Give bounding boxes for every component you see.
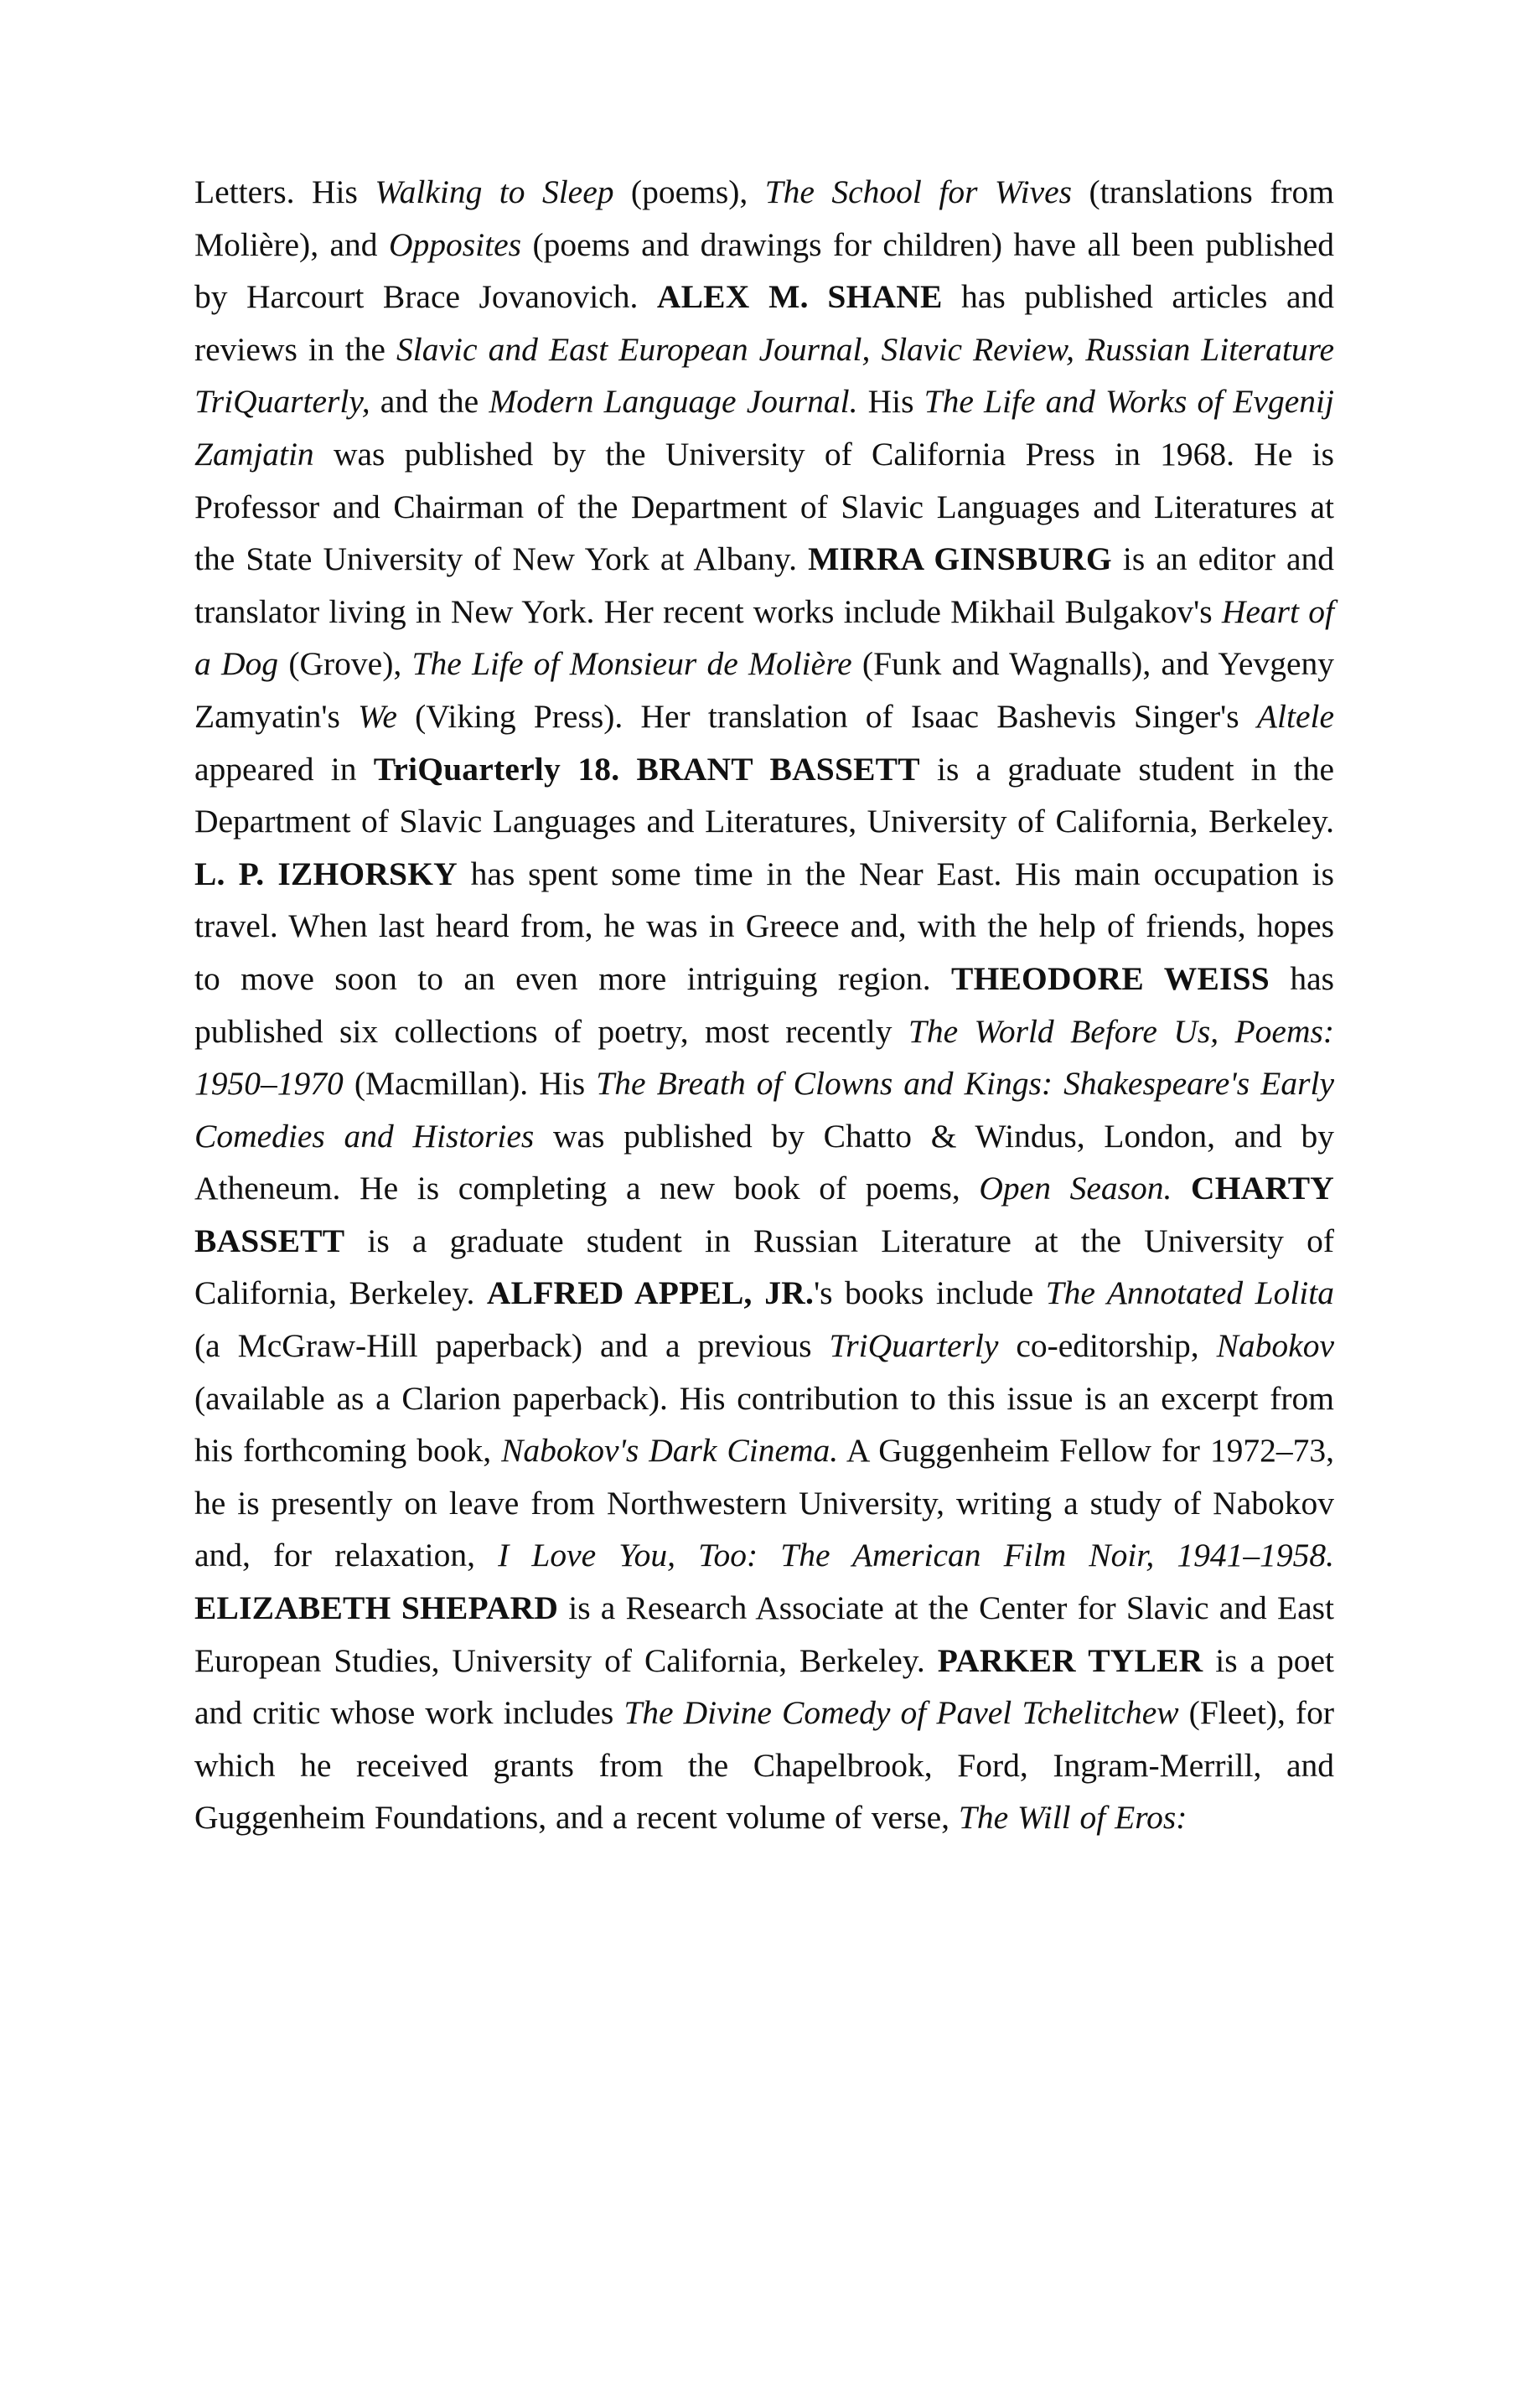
body-text-span: has published six collections of poetry, most recently bbox=[194, 959, 1334, 1050]
italic-title-span: The Breath of Clowns and Kings: Shakespeare's Early Comedies and Histories bbox=[194, 1065, 1334, 1155]
body-text-span bbox=[619, 751, 636, 788]
italic-title-span: Heart of a Dog bbox=[194, 592, 1334, 683]
body-text-span: is a poet and critic whose work includes bbox=[194, 1641, 1334, 1732]
italic-title-span: I Love You, Too: The American Film Noir, 1941–1958. bbox=[498, 1537, 1334, 1574]
contributors-notes-text bbox=[194, 166, 1334, 1844]
contributor-name: THEODORE WEISS bbox=[951, 959, 1270, 997]
body-text-span: (poems and drawings for children) have all been published by Harcourt Brace Jovanovich. bbox=[194, 225, 1334, 316]
contributor-name: CHARTY BASSETT bbox=[194, 1170, 1334, 1259]
body-text-span: (Macmillan). His bbox=[343, 1065, 597, 1103]
body-text-span: is an editor and translator living in New York. Her recent works include Mikhail Bulgakov's bbox=[194, 540, 1334, 630]
body-text-span: (Fleet), for which he received grants from the Chapelbrook, Ford, Ingram-Merrill, and Guggenheim Foundations, and a recent volume of verse, bbox=[194, 1694, 1334, 1837]
italic-title-span: The Life of Monsieur de Molière bbox=[411, 645, 852, 683]
italic-title-span: Walking to Sleep bbox=[375, 173, 614, 210]
contributor-name: L. P. IZHORSKY bbox=[194, 855, 458, 892]
contributor-name: PARKER TYLER bbox=[937, 1641, 1203, 1679]
body-text-span: (poems), bbox=[613, 173, 765, 210]
body-text-span: is a graduate student in the Department of Slavic Languages and Literatures, University of California, Berkeley. bbox=[194, 750, 1334, 840]
italic-title-span: We bbox=[358, 697, 397, 735]
body-text-span: (Grove), bbox=[278, 645, 412, 683]
body-text-span: (a McGraw-Hill paperback) and a previous bbox=[194, 1327, 830, 1365]
italic-title-span: Modern Language Journal. bbox=[489, 383, 858, 421]
italic-title-span: Opposites bbox=[389, 225, 521, 263]
italic-title-span: TriQuarterly bbox=[829, 1327, 999, 1365]
contributor-name: TriQuarterly 18. bbox=[373, 750, 620, 788]
body-text-span: Letters. His bbox=[194, 173, 375, 210]
body-text-span: and the bbox=[370, 383, 489, 421]
body-text-span: has published articles and reviews in the bbox=[194, 278, 1334, 368]
body-text-span: His bbox=[857, 383, 924, 421]
italic-title-span: Nabokov's Dark Cinema. bbox=[501, 1432, 839, 1470]
body-text-span bbox=[1172, 1170, 1191, 1207]
body-text-span: (translations from Molière), and bbox=[194, 173, 1334, 263]
italic-title-span: The School for Wives bbox=[764, 173, 1073, 210]
italic-title-span: Altele bbox=[1256, 697, 1334, 735]
italic-title-span: Open Season. bbox=[979, 1170, 1172, 1207]
body-text-span: was published by the University of California Press in 1968. He is Professor and Chairman of the Department of Slavic Languages and Literatures at the State University of New York at Albany. bbox=[194, 435, 1334, 578]
italic-title-span: The Will of Eros: bbox=[958, 1799, 1187, 1837]
italic-title-span: Nabokov bbox=[1216, 1327, 1334, 1365]
body-text-span: (Viking Press). Her translation of Isaac Bashevis Singer's bbox=[396, 697, 1257, 735]
italic-title-span: The Life and Works of Evgenij Zamjatin bbox=[194, 383, 1334, 473]
body-text-span: appeared in bbox=[194, 750, 374, 788]
contributor-name: ALEX M. SHANE bbox=[656, 278, 943, 316]
body-text-span: is a graduate student in Russian Literature at the University of California, Berkeley. bbox=[194, 1222, 1334, 1312]
body-text-span: (available as a Clarion paperback). His contribution to this issue is an excerpt from his forthcoming book, bbox=[194, 1379, 1334, 1470]
contributor-name: ELIZABETH SHEPARD bbox=[194, 1589, 559, 1627]
italic-title-span: Slavic and East European Journal, Slavic Review, Russian Literature TriQuarterly, bbox=[194, 330, 1335, 421]
contributor-name: ALFRED APPEL, JR. bbox=[486, 1274, 815, 1312]
body-text-span: (Funk and Wagnalls), and Yevgeny Zamyatin's bbox=[194, 645, 1334, 735]
italic-title-span: The Annotated Lolita bbox=[1045, 1274, 1334, 1312]
body-text-span: is a Research Associate at the Center for Slavic and East European Studies, University of California, Berkeley. bbox=[194, 1589, 1334, 1679]
body-text-span: co-editorship, bbox=[998, 1327, 1217, 1365]
italic-title-span: The Divine Comedy of Pavel Tchelitchew bbox=[623, 1694, 1179, 1732]
body-text-span: was published by Chatto & Windus, London, and by Atheneum. He is completing a new book of poems, bbox=[194, 1117, 1334, 1207]
body-text-span: 's books include bbox=[814, 1274, 1046, 1312]
contributor-name: BRANT BASSETT bbox=[636, 750, 920, 788]
contributor-name: MIRRA GINSBURG bbox=[808, 540, 1112, 578]
italic-title-span: The World Before Us, Poems: 1950–1970 bbox=[194, 1012, 1334, 1103]
body-text-span: has spent some time in the Near East. His main occupation is travel. When last heard from, he was in Greece and, with the help of friends, hopes to move soon to an even more intriguing region. bbox=[194, 855, 1335, 997]
body-text-span: A Guggenheim Fellow for 1972–73, he is presently on leave from Northwestern University, writing a study of Nabokov and, for relaxation, bbox=[194, 1432, 1334, 1574]
